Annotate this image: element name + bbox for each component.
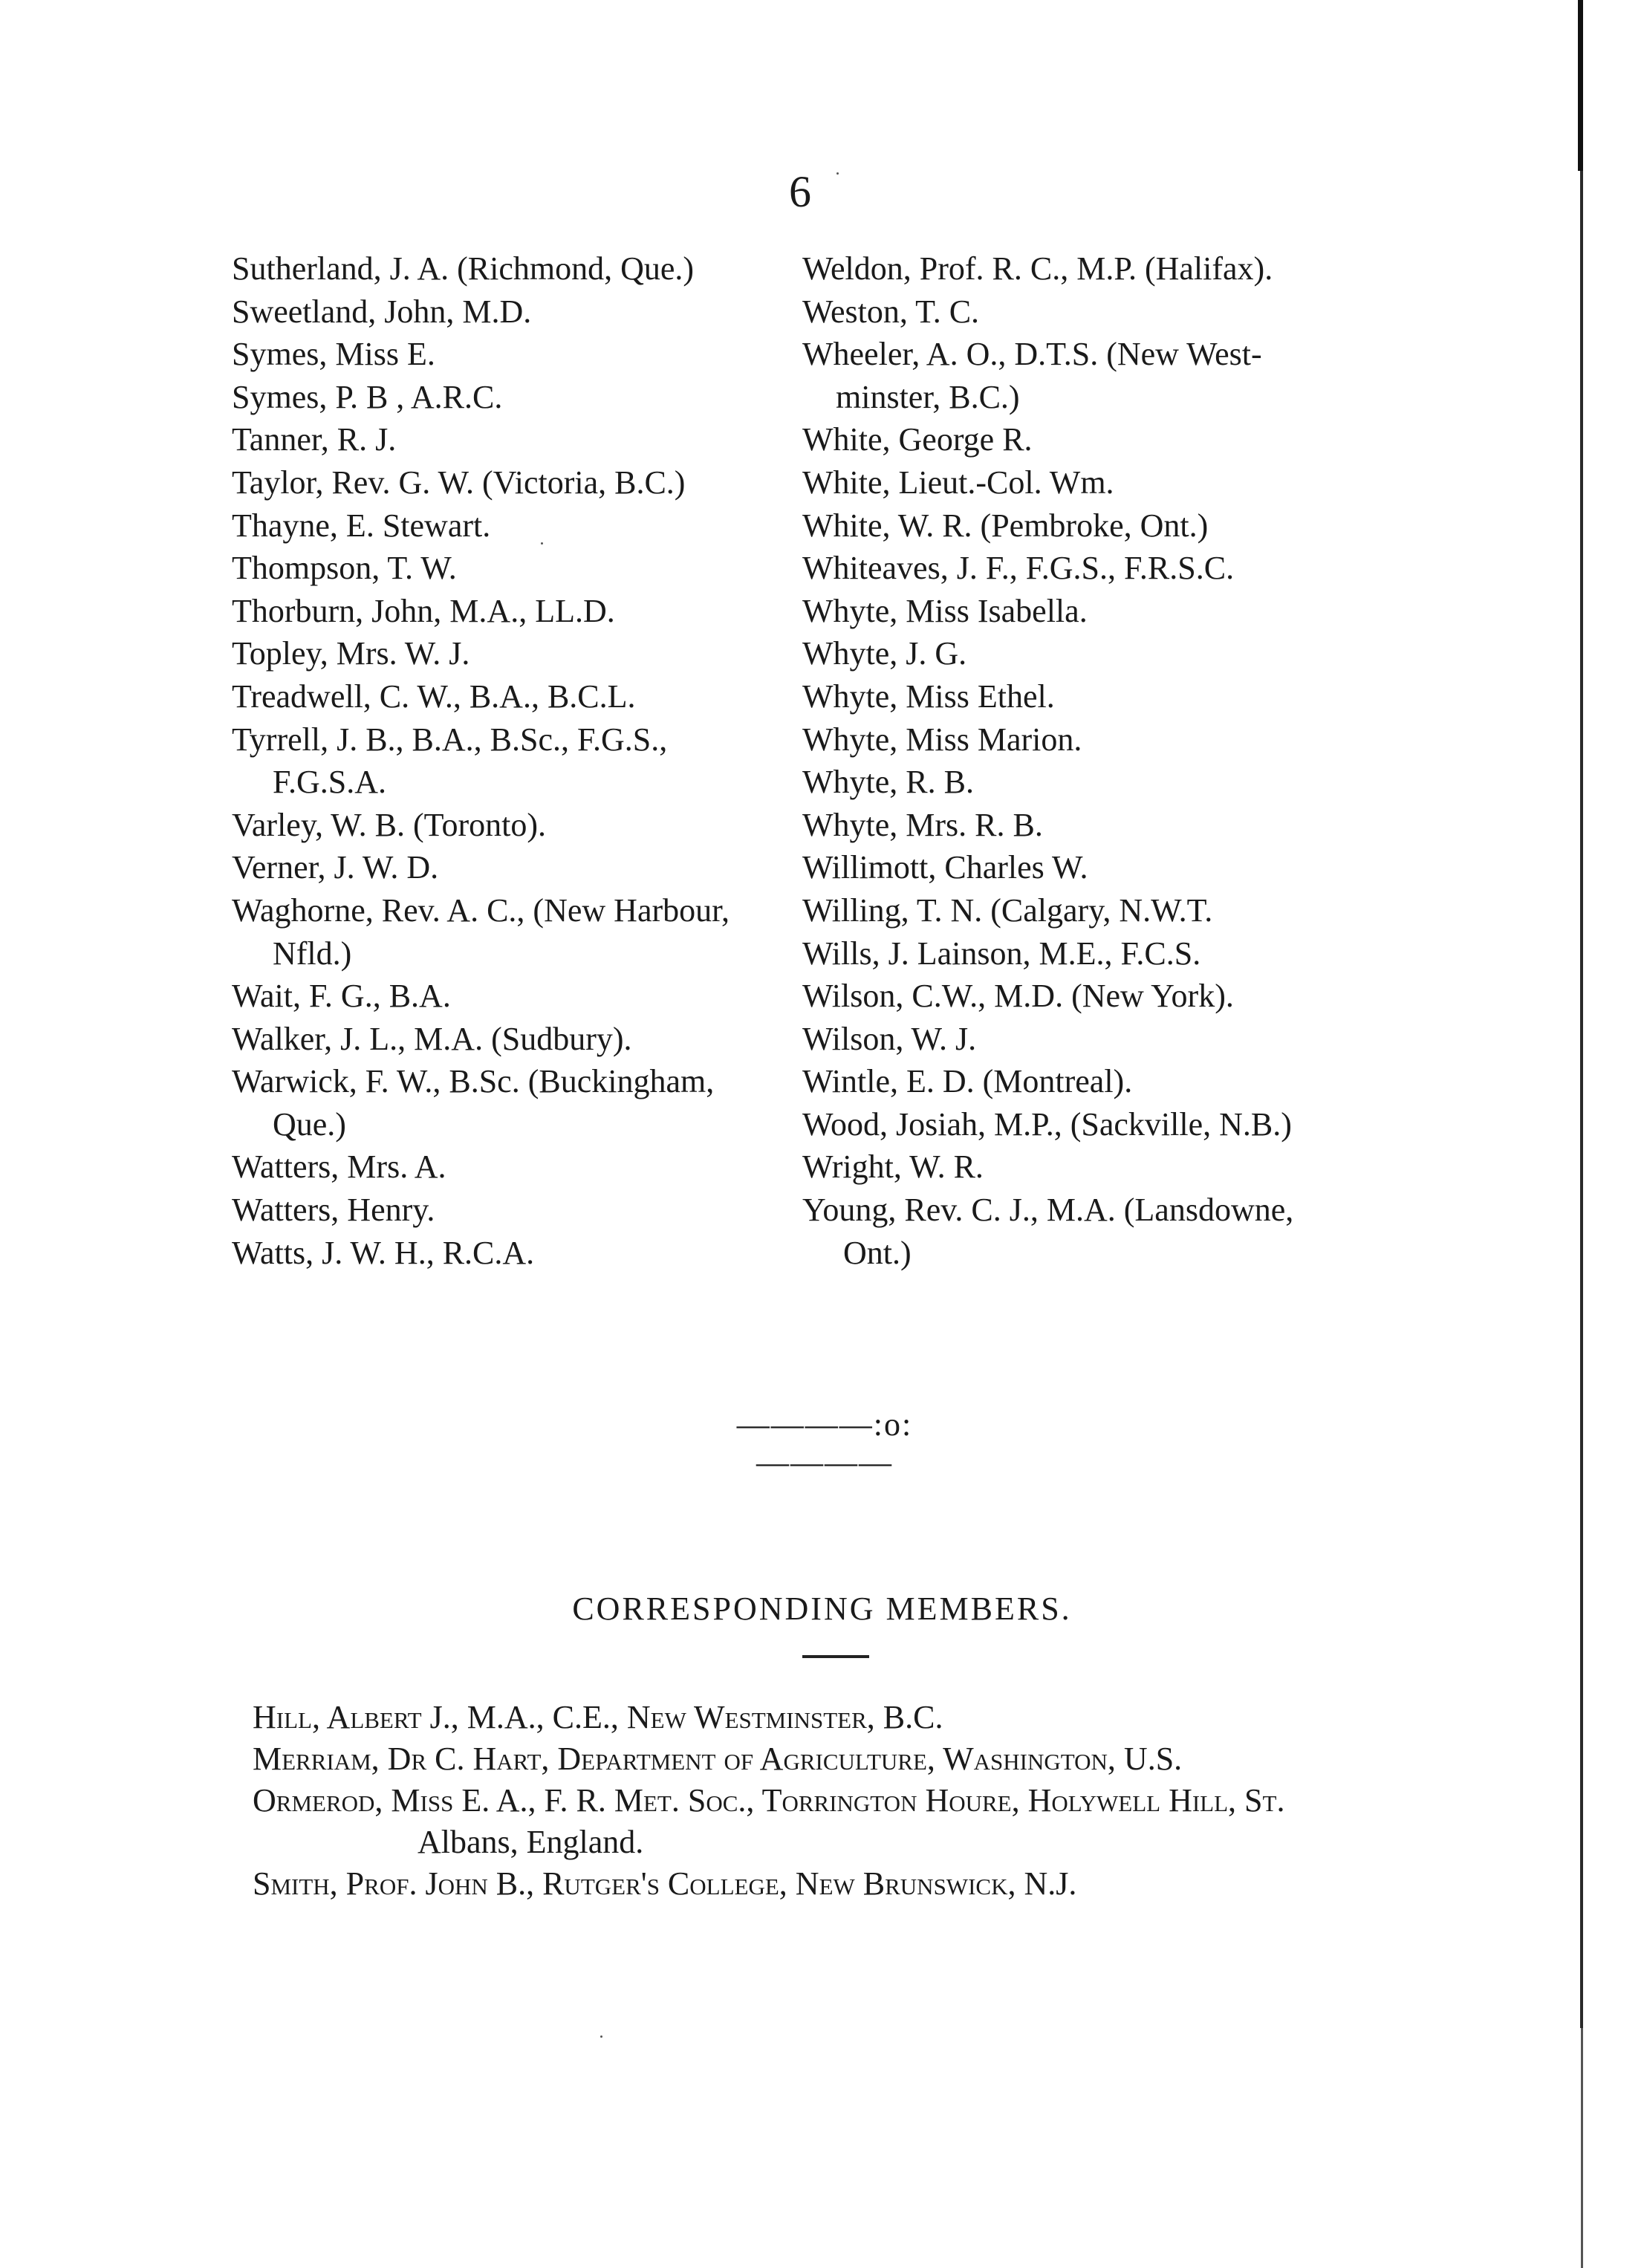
corresponding-member-entry: Merriam, Dr C. Hart, Department of Agriculture, Washington, U.S. (253, 1741, 1183, 1777)
member-entry: Weldon, Prof. R. C., M.P. (Halifax). (802, 250, 1273, 287)
member-entry-continuation: Ont.) (843, 1234, 912, 1271)
member-entry: Whiteaves, J. F., F.G.S., F.R.S.C. (802, 550, 1235, 587)
corresponding-members-list (253, 1697, 1411, 1905)
member-entry: Watts, J. W. H., R.C.A. (232, 1234, 535, 1271)
member-entry: Weston, T. C. (802, 293, 980, 330)
section-divider: ————:o:———— (736, 1406, 913, 1481)
member-entry: Taylor, Rev. G. W. (Victoria, B.C.) (232, 464, 686, 501)
member-entry-continuation: Que.) (273, 1105, 346, 1143)
member-entry: Willing, T. N. (Calgary, N.W.T. (802, 891, 1213, 929)
member-entry: Tanner, R. J. (232, 421, 397, 458)
member-entry: Sutherland, J. A. (Richmond, Que.) (232, 250, 695, 287)
corresponding-member-continuation: Albans, England. (418, 1824, 644, 1860)
member-entry: Walker, J. L., M.A. (Sudbury). (232, 1020, 632, 1057)
member-entry: Warwick, F. W., B.Sc. (Buckingham, (232, 1063, 715, 1100)
print-speck (541, 542, 543, 545)
member-entry: Wintle, E. D. (Montreal). (802, 1063, 1133, 1100)
member-entry: Wills, J. Lainson, M.E., F.C.S. (802, 935, 1201, 972)
member-entry-continuation: F.G.S.A. (273, 764, 386, 801)
member-entry: Wait, F. G., B.A. (232, 978, 451, 1015)
member-entry: White, Lieut.-Col. Wm. (802, 464, 1114, 501)
member-entry: Whyte, Miss Isabella. (802, 592, 1088, 629)
member-entry: Wright, W. R. (802, 1148, 984, 1186)
member-list-left-column (232, 247, 811, 1274)
page-edge-shadow (1581, 2028, 1583, 2268)
member-entry: Whyte, Miss Marion. (802, 721, 1082, 758)
member-entry: White, George R. (802, 421, 1033, 458)
corresponding-member-entry: Smith, Prof. John B., Rutger's College, New Brunswick, N.J. (253, 1865, 1077, 1902)
member-entry: Verner, J. W. D. (232, 849, 439, 886)
print-speck (600, 2035, 602, 2038)
member-entry: Whyte, Miss Ethel. (802, 678, 1055, 715)
member-entry: Waghorne, Rev. A. C., (New Harbour, (232, 891, 730, 929)
heading-rule (802, 1655, 869, 1658)
member-entry: Watters, Henry. (232, 1192, 435, 1229)
member-entry: Wilson, C.W., M.D. (New York). (802, 978, 1234, 1015)
member-entry: Symes, P. B , A.R.C. (232, 378, 503, 415)
member-entry: Wheeler, A. O., D.T.S. (New West- (802, 336, 1262, 373)
member-entry-continuation: minster, B.C.) (836, 378, 1020, 415)
member-entry: Thompson, T. W. (232, 550, 457, 587)
member-entry: Tyrrell, J. B., B.A., B.Sc., F.G.S., (232, 721, 668, 758)
member-entry: Topley, Mrs. W. J. (232, 635, 470, 672)
member-entry: Wilson, W. J. (802, 1020, 977, 1057)
member-entry: Willimott, Charles W. (802, 849, 1088, 886)
member-entry: Whyte, R. B. (802, 764, 974, 801)
member-entry-continuation: Nfld.) (273, 935, 352, 972)
member-entry: Varley, W. B. (Toronto). (232, 806, 547, 843)
member-entry: White, W. R. (Pembroke, Ont.) (802, 507, 1209, 544)
page-number: 6 (789, 167, 811, 216)
print-speck (836, 172, 839, 175)
corresponding-member-entry: Ormerod, Miss E. A., F. R. Met. Soc., Torrington Houre, Holywell Hill, St. (253, 1782, 1285, 1819)
corresponding-member-entry: Hill, Albert J., M.A., C.E., New Westminster, B.C. (253, 1699, 943, 1735)
member-entry: Treadwell, C. W., B.A., B.C.L. (232, 678, 636, 715)
member-entry: Thayne, E. Stewart. (232, 507, 491, 544)
page-edge-shadow (1578, 0, 1583, 171)
section-heading: CORRESPONDING MEMBERS. (572, 1590, 1072, 1627)
member-entry: Symes, Miss E. (232, 336, 435, 373)
page-edge-shadow (1580, 171, 1583, 2028)
member-entry: Watters, Mrs. A. (232, 1148, 446, 1186)
member-entry: Sweetland, John, M.D. (232, 293, 532, 330)
member-entry: Whyte, J. G. (802, 635, 967, 672)
member-entry: Wood, Josiah, M.P., (Sackville, N.B.) (802, 1105, 1292, 1143)
member-entry: Young, Rev. C. J., M.A. (Lansdowne, (802, 1192, 1294, 1229)
member-entry: Whyte, Mrs. R. B. (802, 806, 1043, 843)
member-entry: Thorburn, John, M.A., LL.D. (232, 592, 615, 629)
member-list-right-column (802, 247, 1367, 1274)
